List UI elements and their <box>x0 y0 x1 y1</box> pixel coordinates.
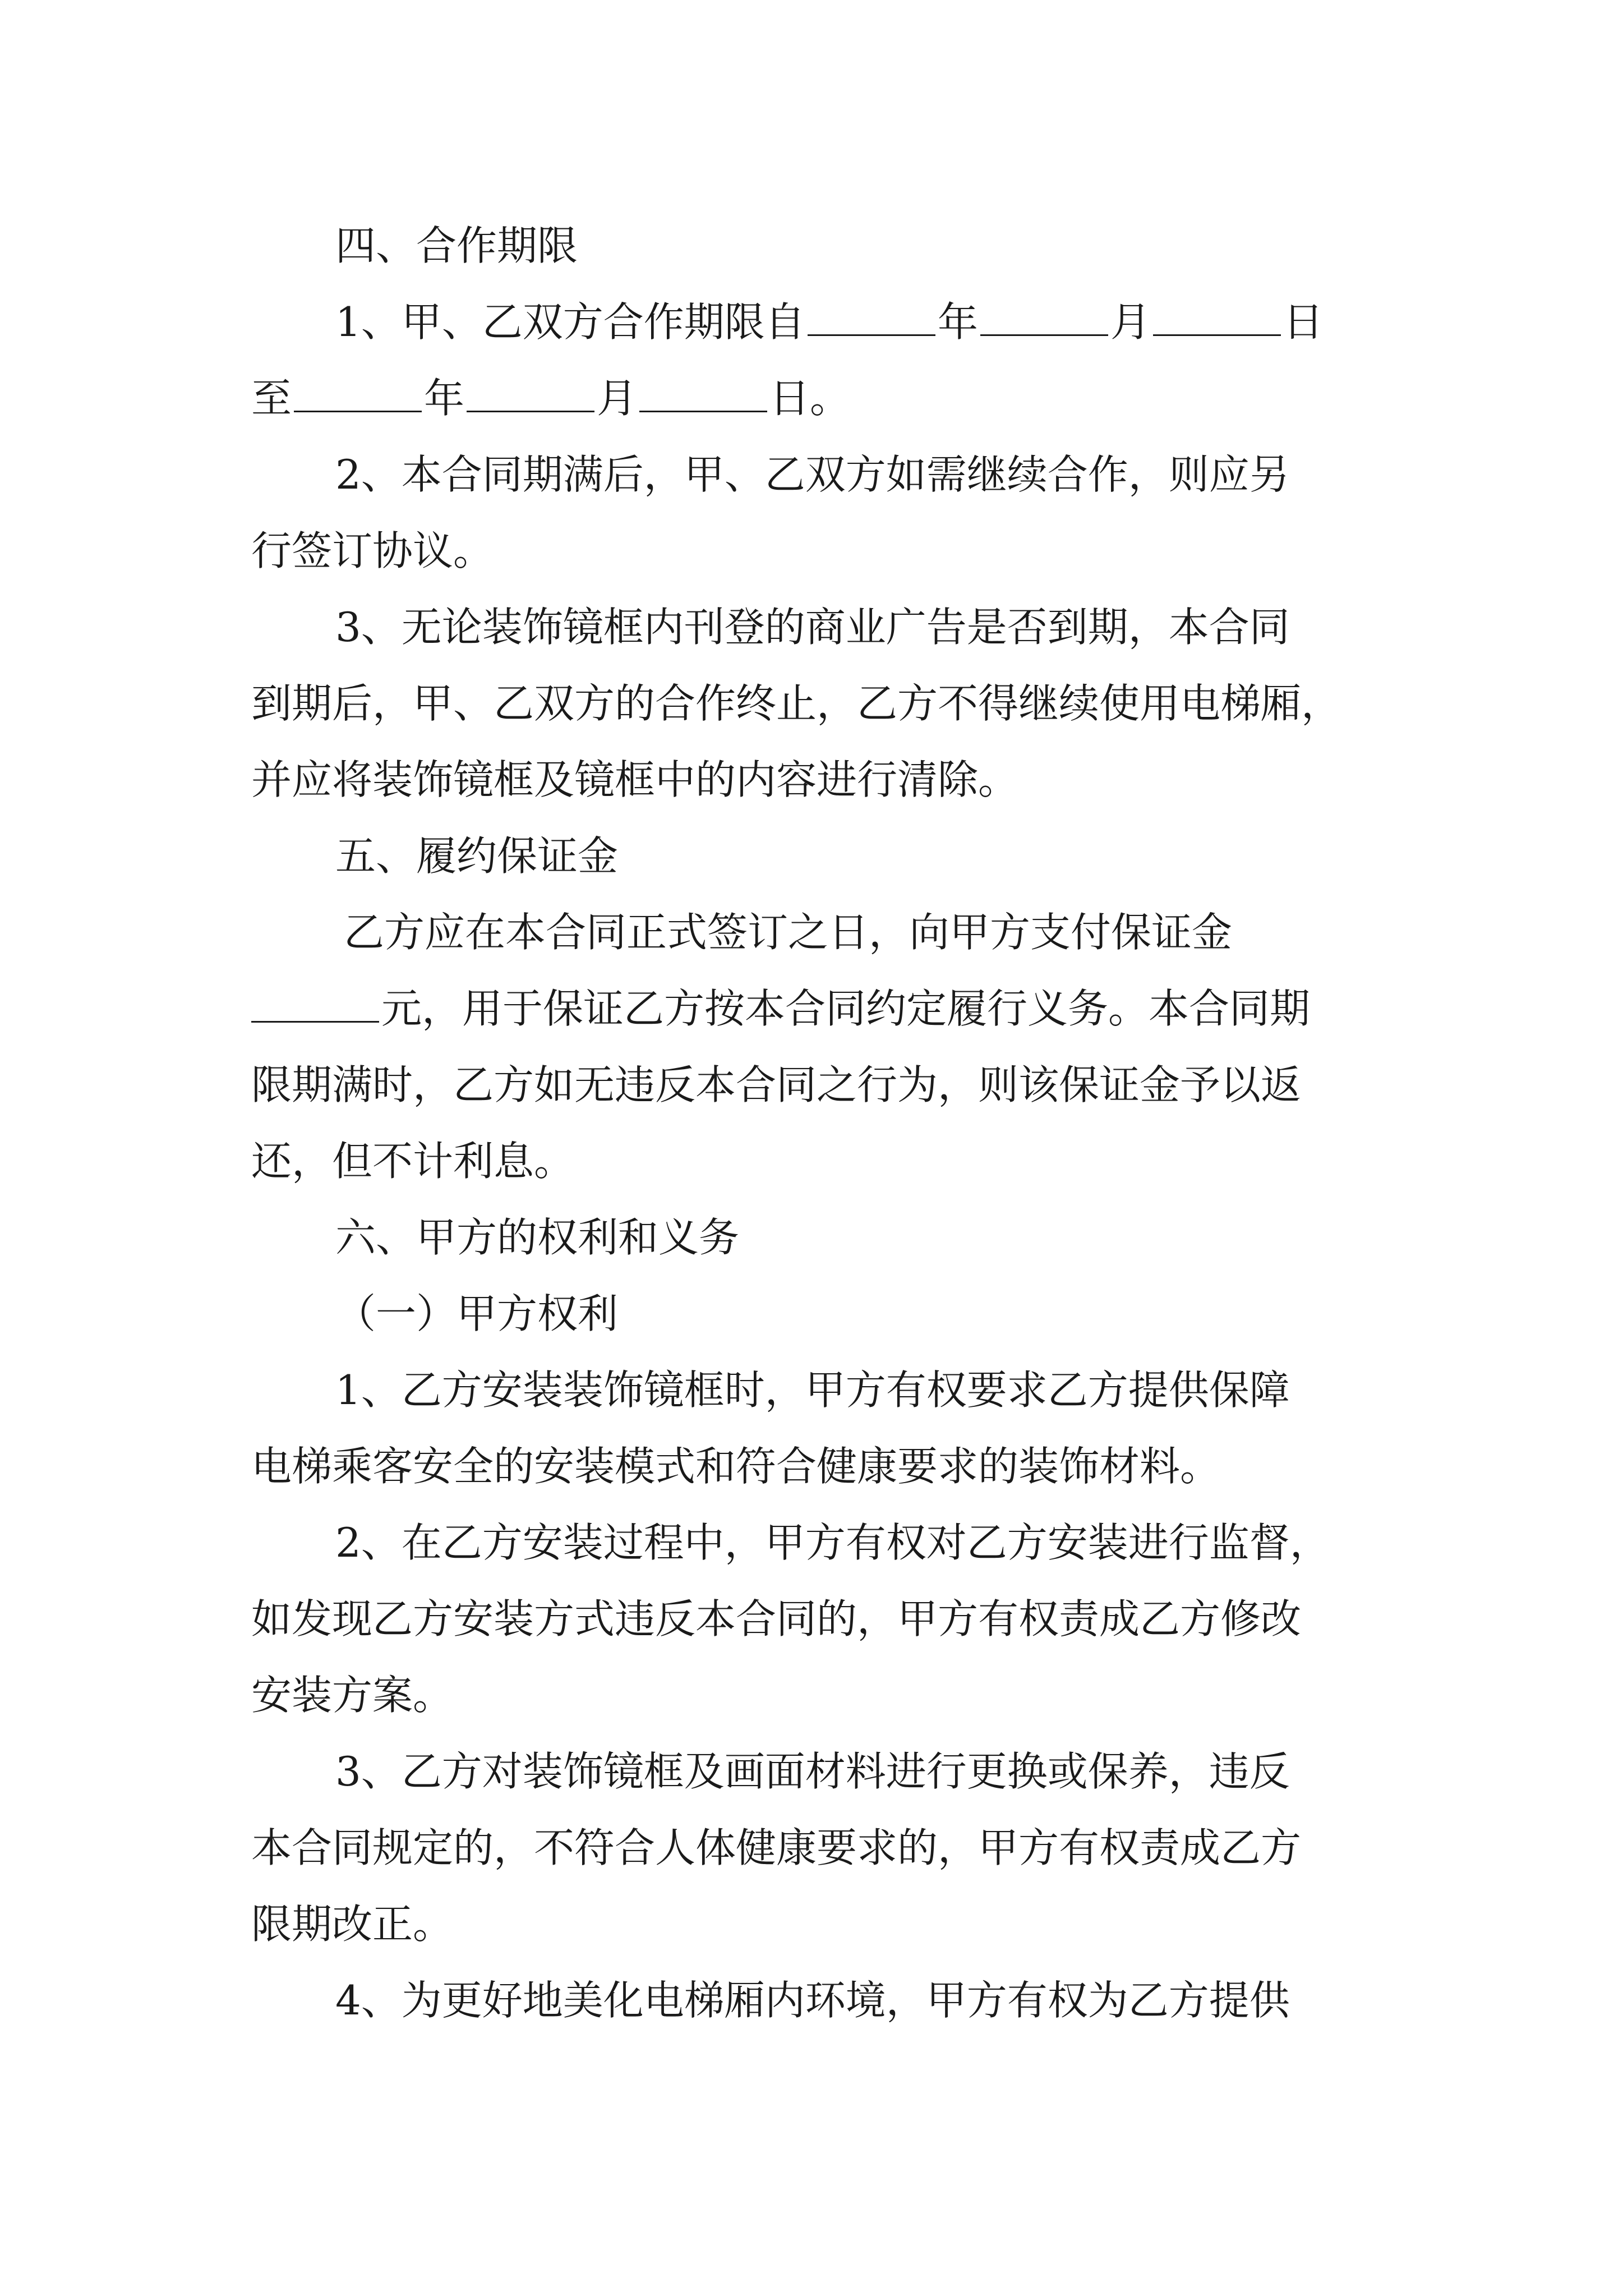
paragraph-line: 2、在乙方安装过程中，甲方有权对乙方安装进行监督， <box>335 1519 1330 1566</box>
text-fragment: 元，用于保证乙方按本合同约定履行义务。本合同期 <box>381 985 1311 1032</box>
paragraph-line: 2、本合同期满后，甲、乙双方如需继续合作，则应另 <box>335 451 1290 498</box>
fill-in-blank[interactable] <box>808 289 935 336</box>
paragraph-line: 限期满时，乙方如无违反本合同之行为，则该保证金予以返 <box>251 1061 1302 1108</box>
text-fragment: 月 <box>1110 298 1151 346</box>
paragraph-line: 3、乙方对装饰镜框及画面材料进行更换或保养，违反 <box>335 1748 1290 1795</box>
text-fragment: 月 <box>597 375 638 422</box>
section-heading-cooperation-period: 四、合作期限 <box>335 222 578 269</box>
paragraph-line: 安装方案。 <box>251 1672 454 1719</box>
subsection-heading: （一）甲方权利 <box>335 1290 619 1337</box>
paragraph-line <box>251 970 1378 1047</box>
paragraph-line: 如发现乙方安装方式违反本合同的，甲方有权责成乙方修改 <box>251 1595 1302 1642</box>
paragraph-line: 乙方应在本合同正式签订之日，向甲方支付保证金 <box>344 909 1233 956</box>
text-fragment: 日。 <box>769 375 851 422</box>
paragraph-line: 还，但不计利息。 <box>251 1138 575 1185</box>
section-heading-performance-bond: 五、履约保证金 <box>335 832 619 880</box>
section-heading-party-a-rights: 六、甲方的权利和义务 <box>335 1214 740 1261</box>
text-fragment: 日 <box>1283 298 1324 346</box>
paragraph-line <box>251 360 1378 436</box>
contract-body <box>251 208 1378 2039</box>
paragraph-line: 限期改正。 <box>251 1901 454 1948</box>
text-fragment: 1、甲、乙双方合作期限自 <box>335 298 805 346</box>
fill-in-blank[interactable] <box>980 289 1108 336</box>
paragraph-line: 到期后，甲、乙双方的合作终止，乙方不得继续使用电梯厢， <box>251 680 1342 727</box>
paragraph-line: 4、为更好地美化电梯厢内环境，甲方有权为乙方提供 <box>335 1977 1290 2024</box>
text-fragment: 年 <box>937 298 978 346</box>
paragraph-line: 行签订协议。 <box>251 527 494 574</box>
fill-in-blank[interactable] <box>294 366 422 412</box>
text-fragment: 年 <box>424 375 465 422</box>
paragraph-line: 本合同规定的，不符合人体健康要求的，甲方有权责成乙方 <box>251 1824 1302 1871</box>
fill-in-blank[interactable] <box>467 366 594 412</box>
paragraph-line: 1、乙方安装装饰镜框时，甲方有权要求乙方提供保障 <box>335 1366 1290 1414</box>
text-fragment: 至 <box>251 375 292 422</box>
paragraph-line <box>251 284 1378 360</box>
fill-in-blank[interactable] <box>251 976 379 1023</box>
fill-in-blank[interactable] <box>1153 289 1281 336</box>
fill-in-blank[interactable] <box>639 366 767 412</box>
paragraph-line: 并应将装饰镜框及镜框中的内容进行清除。 <box>251 756 1019 803</box>
paragraph-line: 3、无论装饰镜框内刊登的商业广告是否到期，本合同 <box>335 604 1290 651</box>
paragraph-line: 电梯乘客安全的安装模式和符合健康要求的装饰材料。 <box>251 1443 1221 1490</box>
